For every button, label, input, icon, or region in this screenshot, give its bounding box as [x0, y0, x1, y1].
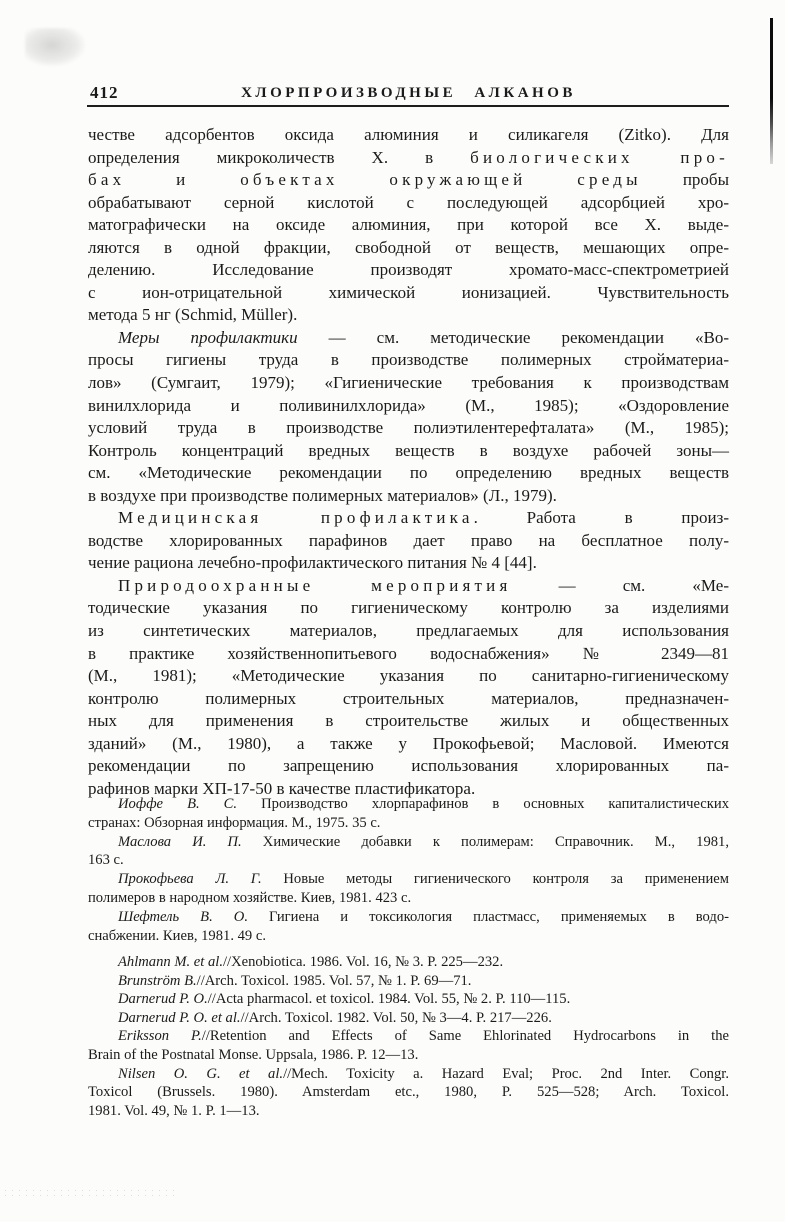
text-line: [88, 953, 729, 972]
italic-run: Иоффе В. С.: [118, 796, 238, 812]
text-line: [88, 327, 729, 350]
text-line: [88, 530, 729, 553]
text-run: метода 5 нг (Schmid, Müller).: [88, 305, 298, 325]
text-run: //Xenobiotica. 1986. Vol. 16, № 3. P. 225—232.: [222, 954, 504, 970]
text-line: [88, 147, 729, 170]
text-run: см. «Методические рекомендации по определению вредных веществ: [88, 463, 729, 483]
text-line: [88, 908, 729, 927]
reference-item: [88, 1065, 729, 1121]
text-run: тодические указания по гигиеническому контролю за изделиями: [88, 598, 729, 618]
text-line: [88, 733, 729, 756]
text-line: [88, 597, 729, 620]
text-line: [88, 665, 729, 688]
text-run: //Retention and Effects of Same Ehlorinated Hydrocarbons in the: [201, 1028, 729, 1045]
italic-run: Nilsen O. G. et al.: [118, 1065, 284, 1082]
text-line: [88, 237, 729, 260]
text-run: . Работа в произ-: [473, 508, 729, 528]
text-run: рафинов марки ХП-17-50 в качестве пластификатора.: [88, 778, 476, 798]
text-line: [88, 417, 729, 440]
italic-run: Eriksson P.: [118, 1028, 202, 1045]
italic-run: Ahlmann M. et al.: [118, 954, 223, 970]
text-run: (М., 1981); «Методические указания по санитарно-гигиеническому: [88, 666, 729, 686]
references-foreign-block: [88, 953, 729, 1120]
italic-run: Darnerud P. O. et al.: [118, 1009, 241, 1026]
text-run: полимеров в народном хозяйстве. Киев, 1981. 423 с.: [88, 889, 412, 906]
text-run: //Mech. Toxicity a. Hazard Eval; Proc. 2nd Inter. Congr.: [283, 1065, 729, 1082]
text-run: из синтетических материалов, предлагаемых для использования: [88, 621, 729, 641]
running-title: ХЛОРПРОИЗВОДНЫЕ АЛКАНОВ: [241, 85, 576, 101]
letterspaced-run: биологических про-: [470, 147, 729, 167]
body-paragraph: [88, 124, 729, 327]
text-run: просы гигиены труда в производстве полимерных стройматериа-: [88, 350, 729, 370]
scan-edge-ink-line: [770, 18, 773, 164]
body-paragraph: [88, 327, 729, 507]
text-run: винилхлорида и поливинилхлорида» (М., 1985); «Оздоровление: [88, 395, 729, 415]
text-run: обрабатывают серной кислотой с последующей адсорбцией хро-: [88, 192, 729, 212]
text-run: Brain of the Postnatal Monse. Uppsala, 1986. P. 12—13.: [88, 1046, 419, 1063]
reference-item: [88, 1027, 729, 1064]
text-run: Новые методы гигиенического контроля за применением: [261, 871, 729, 888]
text-line: [88, 395, 729, 418]
text-run: матографически на оксиде алюминия, при которой все Х. выде-: [88, 215, 729, 235]
text-run: водстве хлорированных парафинов дает право на бесплатное полу-: [88, 530, 729, 550]
reference-item: [88, 795, 729, 833]
italic-run: Меры профилактики: [118, 327, 298, 347]
text-line: [88, 870, 729, 889]
letterspaced-run: Природоохранные мероприятия: [118, 575, 512, 595]
italic-run: Маслова И. П.: [118, 833, 242, 850]
text-line: [88, 214, 729, 237]
italic-run: Шефтель В. О.: [118, 908, 248, 925]
text-run: лов» (Сумгаит, 1979); «Гигиенические требования к производствам: [88, 373, 729, 393]
page-header: [88, 82, 729, 104]
text-run: //Arch. Toxicol. 1985. Vol. 57, № 1. P. 69—71.: [196, 972, 472, 989]
text-line: [88, 1009, 729, 1028]
text-run: ных для применения в строительстве жилых и общественных: [88, 711, 729, 731]
text-run: Контроль концентраций вредных веществ в воздухе рабочей зоны—: [88, 440, 729, 460]
text-line: [88, 620, 729, 643]
text-line: [88, 575, 729, 598]
text-line: [88, 755, 729, 778]
text-line: [88, 851, 729, 870]
text-run: определения микроколичеств Х. в: [88, 147, 471, 167]
text-line: [88, 833, 729, 852]
text-line: [88, 927, 729, 946]
reference-item: [88, 953, 729, 972]
reference-item: [88, 972, 729, 991]
text-run: Toxicol (Brussels. 1980). Amsterdam etc., 1980, P. 525—528; Arch. Toxicol.: [88, 1084, 729, 1101]
text-run: чение рациона лечебно-профилактического питания № 4 [44].: [88, 553, 537, 573]
text-line: [88, 259, 729, 282]
page-number: 412: [90, 83, 119, 102]
italic-run: Darnerud P. O.: [118, 991, 208, 1008]
text-run: условий труда в производстве полиэтилентерефталата» (М., 1985);: [88, 418, 729, 438]
text-run: честве адсорбентов оксида алюминия и силикагеля (Zitko). Для: [88, 125, 729, 144]
reference-item: [88, 990, 729, 1009]
text-line: [88, 304, 729, 327]
text-line: [88, 688, 729, 711]
body-paragraph: [88, 507, 729, 575]
text-run: делению. Исследование производят хромато-масс-спектрометрией: [88, 260, 729, 280]
text-line: [88, 1027, 729, 1046]
text-line: [88, 1046, 729, 1065]
text-line: [88, 440, 729, 463]
body-paragraph: [88, 575, 729, 800]
text-line: [88, 889, 729, 908]
references-russian-block: [88, 795, 729, 945]
italic-run: Прокофьева Л. Г.: [118, 871, 262, 888]
text-line: [88, 462, 729, 485]
text-line: [88, 710, 729, 733]
text-line: [88, 169, 729, 192]
text-line: [88, 814, 729, 833]
reference-item: [88, 870, 729, 908]
text-run: в практике хозяйственнопитьевого водоснабжения» № 2349—81: [88, 643, 729, 663]
text-run: рекомендации по запрещению использования хлорированных па-: [88, 756, 729, 776]
text-run: ляются в одной фракции, свободной от веществ, мешающих опре-: [88, 237, 729, 257]
text-line: [88, 124, 729, 147]
main-text-block: [88, 124, 729, 800]
scan-smudge-artifact: [25, 28, 85, 66]
text-run: снабжении. Киев, 1981. 49 с.: [88, 927, 266, 944]
text-run: — см. методические рекомендации «Во-: [297, 327, 729, 347]
text-run: Химические добавки к полимерам: Справочник. М., 1981,: [241, 833, 729, 850]
text-line: [88, 552, 729, 575]
text-line: [88, 349, 729, 372]
text-line: [88, 643, 729, 666]
text-line: [88, 192, 729, 215]
text-run: в воздухе при производстве полимерных материалов» (Л., 1979).: [88, 485, 557, 505]
text-line: [88, 1102, 729, 1121]
text-run: //Arch. Toxicol. 1982. Vol. 50, № 3—4. P. 217—226.: [240, 1009, 552, 1026]
letterspaced-run: бах и объектах окружающей среды: [88, 170, 642, 190]
text-run: зданий» (М., 1980), а также у Прокофьевой; Масловой. Имеются: [88, 733, 729, 753]
letterspaced-run: Медицинская профилактика: [118, 508, 474, 528]
text-line: [88, 485, 729, 508]
text-run: //Acta pharmacol. et toxicol. 1984. Vol. 55, № 2. P. 110—115.: [207, 991, 571, 1008]
text-run: пробы: [641, 170, 730, 190]
text-line: [88, 1083, 729, 1102]
text-run: — см. «Ме-: [511, 575, 729, 595]
scan-speckle-artifact: [2, 1188, 177, 1200]
reference-item: [88, 1009, 729, 1028]
text-line: [88, 990, 729, 1009]
italic-run: Brunström B.: [118, 972, 197, 989]
text-run: Гигиена и токсикология пластмасс, применяемых в водо-: [247, 908, 729, 925]
text-line: [88, 1065, 729, 1084]
reference-item: [88, 908, 729, 946]
text-run: странах: Обзорная информация. М., 1975. 35 с.: [88, 814, 381, 831]
text-line: [88, 372, 729, 395]
text-run: контролю полимерных строительных материалов, предназначен-: [88, 688, 729, 708]
text-line: [88, 282, 729, 305]
reference-item: [88, 833, 729, 871]
text-line: [88, 972, 729, 991]
text-line: [88, 795, 729, 814]
text-run: 1981. Vol. 49, № 1. P. 1—13.: [88, 1102, 260, 1119]
text-line: [88, 507, 729, 530]
text-run: 163 с.: [88, 852, 124, 869]
header-rule: [87, 105, 729, 107]
text-run: с ион-отрицательной химической ионизацией. Чувствительность: [88, 282, 729, 302]
text-run: Производство хлорпарафинов в основных капиталистических: [237, 796, 729, 812]
